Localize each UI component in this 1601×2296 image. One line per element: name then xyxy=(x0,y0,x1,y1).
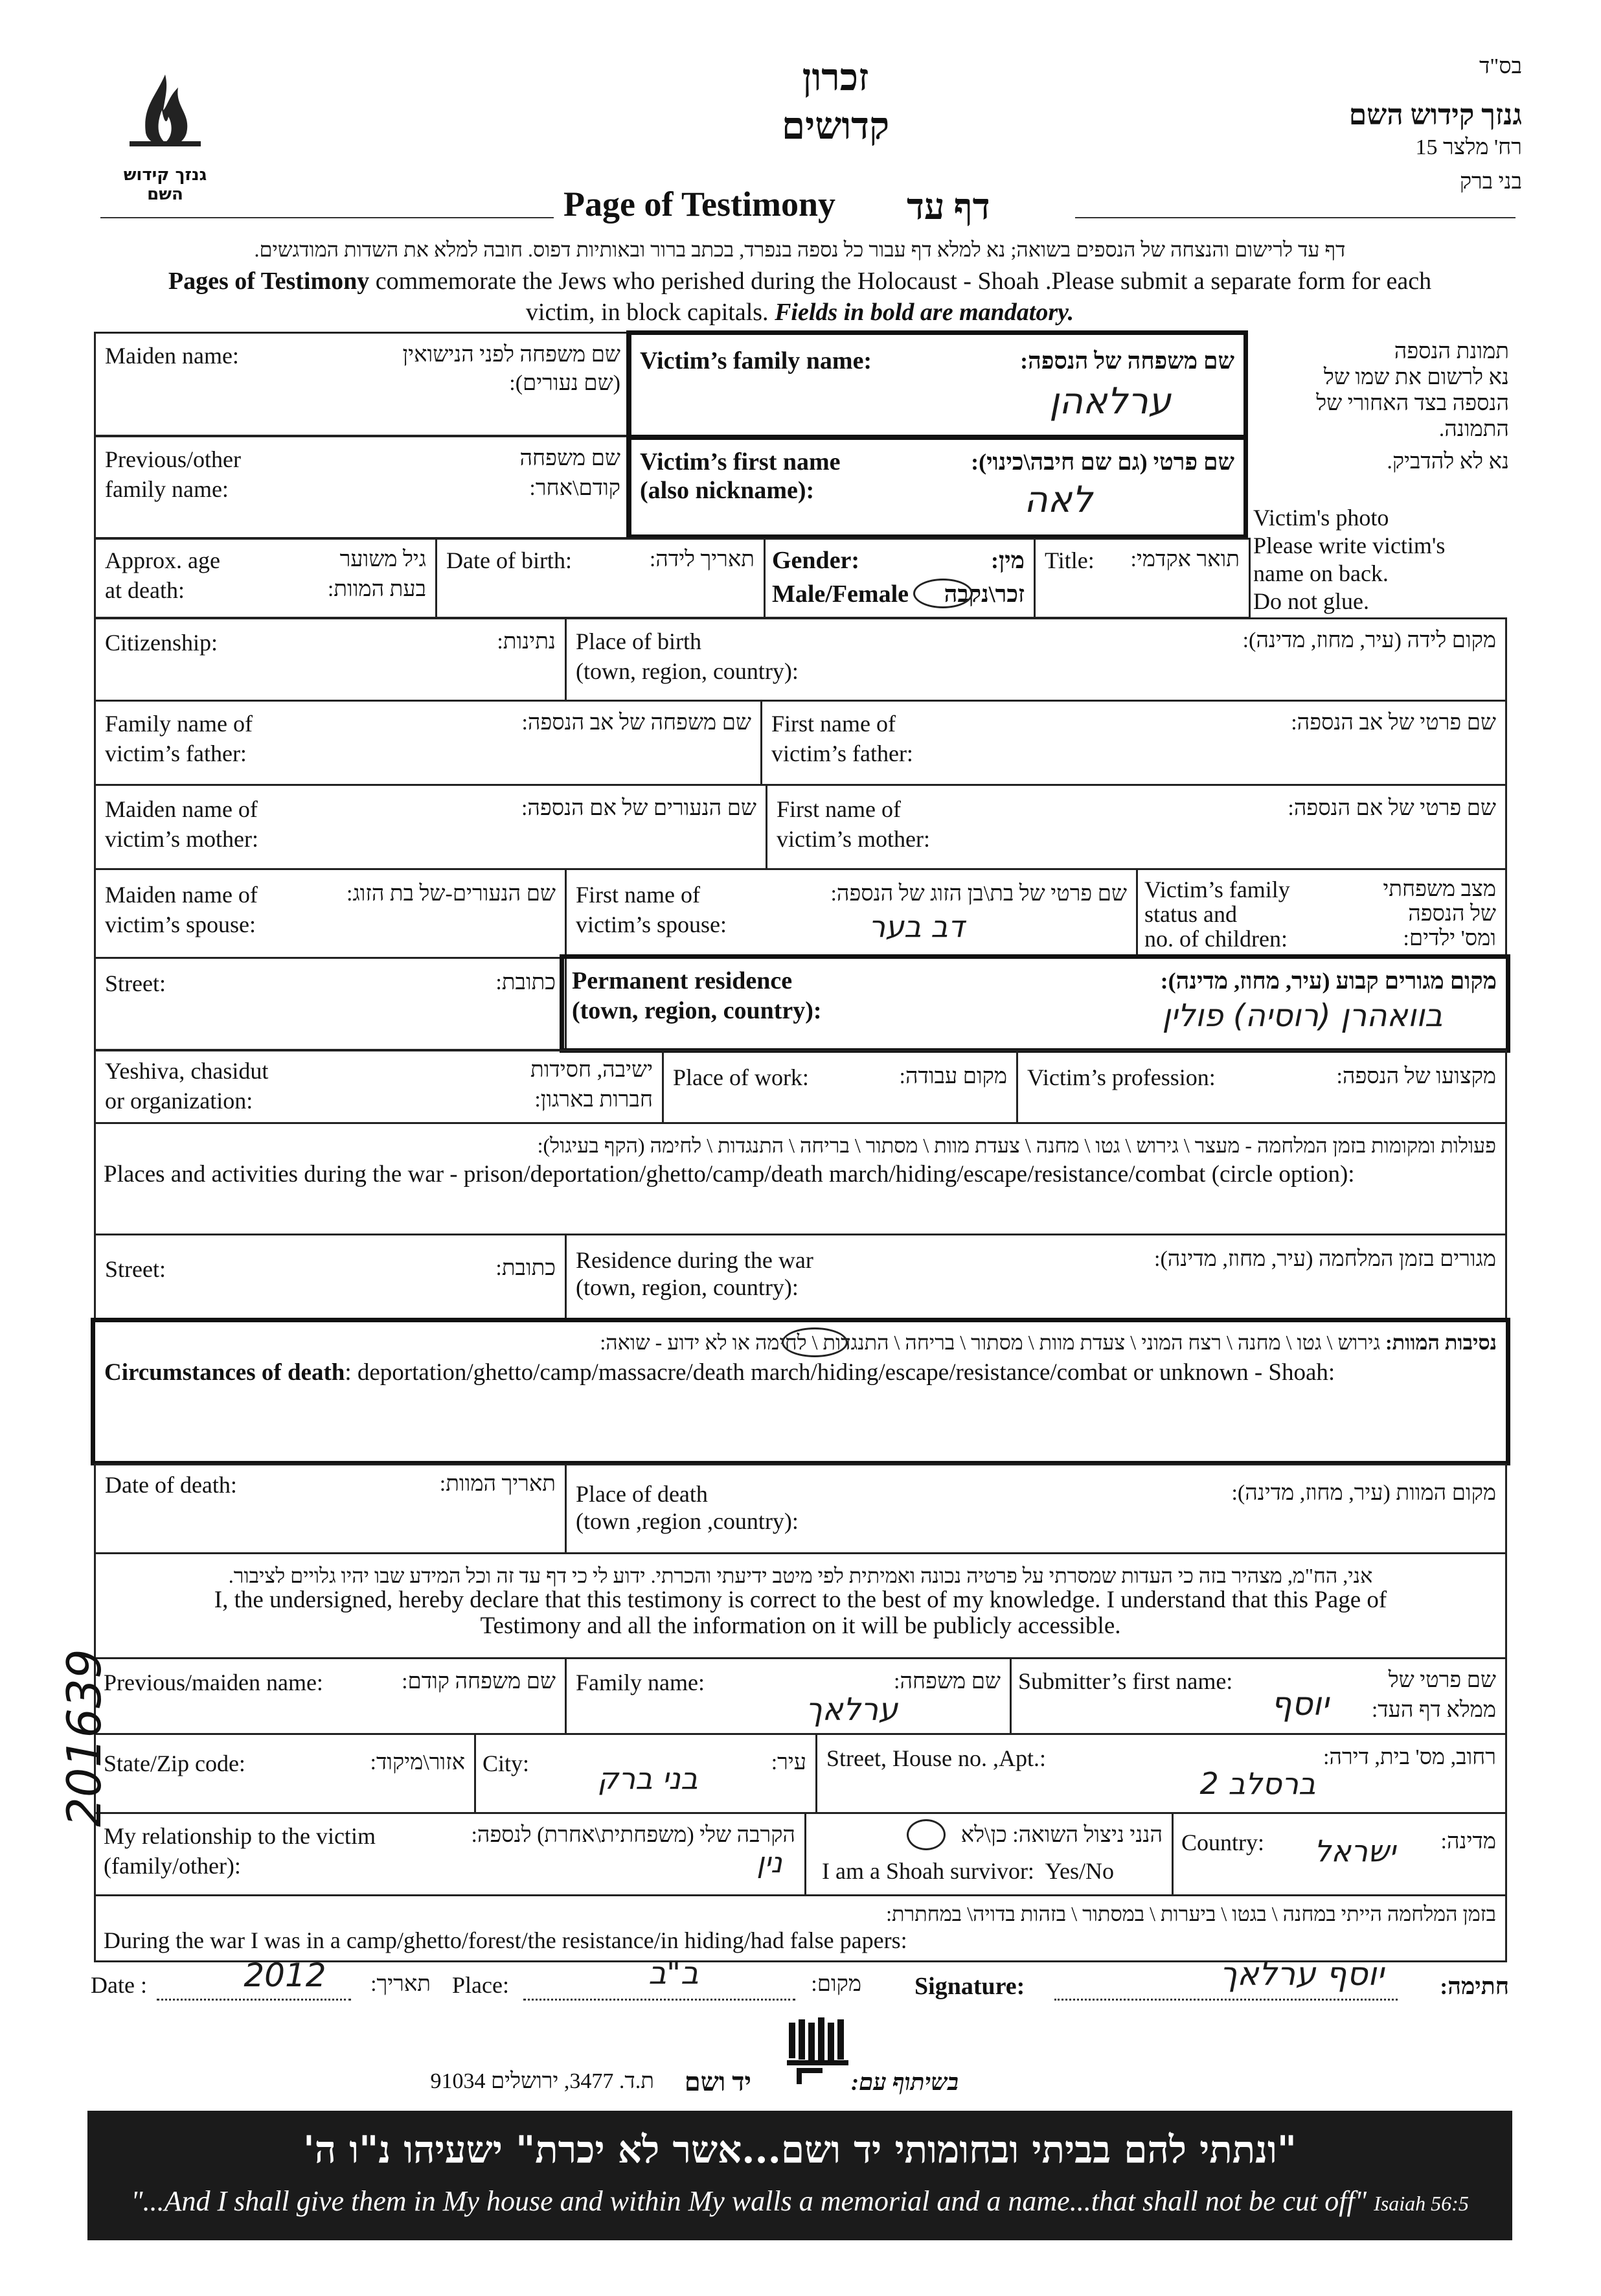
declaration-he: אני, הח"מ, מצהיר בזה כי העדות שמסרתי על פרטיה נכונה ואמיתית לפי מיטב ידיעתי והכרתי. ידוע לי כי דף עד זה וכל המידע שבו יהיו גלויים לציבור. xyxy=(228,1564,1373,1587)
profession-label: Victim’s profession: xyxy=(1027,1064,1216,1090)
war-status-he: בזמן המלחמה הייתי במחנה \ בגטו \ ביערות \ במסתור \ בזהות בדויה\ במחתרת: xyxy=(886,1902,1496,1925)
street-field[interactable] xyxy=(94,957,567,1051)
city-label: City: xyxy=(483,1751,530,1776)
date-line xyxy=(157,1999,351,2001)
address-he: רחוב, מס' בית, דירה: xyxy=(1323,1745,1496,1769)
country-label: Country: xyxy=(1181,1830,1265,1855)
title-field[interactable] xyxy=(1034,538,1251,619)
family-status-he-1: מצב משפחתי xyxy=(1383,877,1496,901)
survivor-en: I am a Shoah survivor: Yes/No xyxy=(822,1858,1114,1884)
signature-he: חתימה: xyxy=(1440,1973,1509,1999)
war-activities-field[interactable] xyxy=(94,1122,1507,1235)
submitter-first-name-he-1: שם פרטי של xyxy=(1388,1668,1496,1692)
relationship-field[interactable] xyxy=(94,1812,806,1896)
declaration-section xyxy=(94,1552,1507,1659)
survivor-field[interactable] xyxy=(804,1812,1174,1896)
spouse-maiden-label-2: victim’s spouse: xyxy=(105,912,256,937)
maiden-name-he-2: (שם נעורים): xyxy=(509,371,620,395)
submitter-first-name-value[interactable]: יוסף xyxy=(1271,1685,1329,1723)
street-label: Street: xyxy=(105,970,166,996)
title-line-left xyxy=(100,217,554,218)
title-he: תואר אקדמי: xyxy=(1130,547,1240,571)
war-activities-en: Places and activities during the war - prison/deportation/ghetto/camp/death march/hiding/escape/resistance/combat (circle option): xyxy=(104,1161,1355,1188)
date-he: תאריך: xyxy=(370,1972,431,1996)
circumstances-en-text: : deportation/ghetto/camp/massacre/death march/hiding/escape/resistance/combat or unknown - Shoah: xyxy=(345,1359,1335,1386)
age-label-1: Approx. age xyxy=(105,547,220,573)
profession-field[interactable] xyxy=(1016,1050,1507,1124)
declaration-en-1: I, the undersigned, hereby declare that this testimony is correct to the best of my knowledge. I understand that this Page of xyxy=(214,1587,1387,1613)
death-date-label: Date of death: xyxy=(105,1472,237,1498)
victim-family-name-field[interactable] xyxy=(626,330,1248,439)
age-he-2: בעת המוות: xyxy=(327,577,426,601)
declaration-en-2: Testimony and all the information on it will be publicly accessible. xyxy=(480,1613,1121,1639)
circumstances-he-text: גירוש \ גטו \ מחנה \ רצח המוני \ צעדת מוות \ מסתור \ בריחה \ התנגדות \ לחימה או לא ידוע - שואה: xyxy=(600,1331,1385,1354)
dob-he: תאריך לידה: xyxy=(649,547,755,571)
war-activities-he: פעולות ומקומות בזמן המלחמה - מעצר \ גירוש \ גטו \ מחנה \ צעדת מוות \ מסתור \ בריחה \ התנגדות \ לחימה (הקף בעיגול): xyxy=(537,1134,1496,1157)
country-he: מדינה: xyxy=(1440,1830,1496,1854)
death-date-he: תאריך המוות: xyxy=(439,1472,556,1496)
country-value[interactable]: ישראל xyxy=(1314,1833,1396,1868)
photo-en-2: Please write victim's xyxy=(1253,533,1446,558)
permanent-residence-field[interactable] xyxy=(560,954,1510,1053)
circumstances-selection-circle xyxy=(782,1327,848,1357)
relationship-label-1: My relationship to the victim xyxy=(104,1823,376,1849)
zip-he: אזור\מיקוד: xyxy=(370,1751,465,1774)
father-family-he: שם משפחה של אב הנספה: xyxy=(521,711,751,735)
spouse-maiden-he: שם הנעורים-של בת הזוג: xyxy=(346,882,556,906)
submitter-prev-name-field[interactable] xyxy=(94,1657,567,1735)
partner-name: יד ושם xyxy=(684,2067,751,2096)
date-label: Date : xyxy=(91,1972,147,1998)
logo xyxy=(117,71,214,204)
bsd: בס"ד xyxy=(1479,54,1522,78)
father-first-he: שם פרטי של אב הנספה: xyxy=(1291,711,1496,735)
circumstances-he-bold: נסיבות המוות: xyxy=(1385,1331,1497,1354)
gender-he-1: מין: xyxy=(991,547,1025,573)
citizenship-field[interactable] xyxy=(94,617,567,702)
zip-field[interactable] xyxy=(94,1733,476,1814)
death-place-field[interactable] xyxy=(565,1464,1507,1554)
birth-place-label-2: (town, region, country): xyxy=(576,658,799,684)
submitter-prev-name-label: Previous/maiden name: xyxy=(104,1670,323,1695)
residence-he: מקום מגורים קבוע (עיר, מחוז, מדינה): xyxy=(1160,968,1497,994)
spouse-first-value[interactable]: דב בער xyxy=(869,909,964,944)
address-label: Street, House no. ,Apt.: xyxy=(826,1745,1046,1771)
spouse-maiden-label-1: Maiden name of xyxy=(105,882,258,908)
organization-he-1: ישיבה, חסידות xyxy=(530,1058,653,1082)
gender-he-2: זכר\נקבה xyxy=(944,581,1025,607)
spouse-first-he: שם פרטי של בת\בן הזוג של הנספה: xyxy=(830,882,1127,906)
work-place-field[interactable] xyxy=(662,1050,1018,1124)
page-title-en: Page of Testimony xyxy=(563,185,836,224)
previous-name-field[interactable] xyxy=(94,435,631,539)
family-status-label-2: status and xyxy=(1144,901,1237,927)
birth-place-he: מקום לידה (עיר, מחוז, מדינה): xyxy=(1242,628,1496,652)
victim-first-name-value[interactable]: לאה xyxy=(1024,479,1093,521)
father-family-label-2: victim’s father: xyxy=(105,740,247,766)
title-label: Title: xyxy=(1045,547,1095,573)
intro-english-2: victim, in block capitals. xyxy=(525,299,775,326)
intro-english-1: commemorate the Jews who perished during the Holocaust - Shoah .Please submit a separate form for each xyxy=(369,268,1432,295)
footer-banner xyxy=(87,2111,1512,2240)
family-status-label-1: Victim’s family xyxy=(1144,877,1290,902)
spouse-first-label-1: First name of xyxy=(576,882,700,908)
place-he: מקום: xyxy=(811,1972,861,1996)
relationship-label-2: (family/other): xyxy=(104,1853,241,1879)
photo-he-5: נא לא להדביק. xyxy=(1387,450,1509,474)
war-street-he: כתובת: xyxy=(495,1256,556,1280)
logo-text: גנזך קידוש השם xyxy=(123,165,207,204)
submitter-family-name-field[interactable] xyxy=(565,1657,1012,1735)
photo-en-3: name on back. xyxy=(1253,560,1389,586)
submitter-family-name-label: Family name: xyxy=(576,1670,705,1695)
submitter-first-name-label: Submitter’s first name: xyxy=(1018,1668,1233,1694)
banner-hebrew: "ונתתי להם בביתי ובחומותי יד ושם...אשר לא יכרת" ישעיהו נ"ו ה' xyxy=(302,2128,1297,2172)
address-field[interactable] xyxy=(815,1733,1507,1814)
circumstances-field[interactable] xyxy=(91,1318,1510,1465)
spouse-maiden-name-field[interactable] xyxy=(94,868,567,959)
war-residence-label-1: Residence during the war xyxy=(576,1247,813,1273)
photo-en-4: Do not glue. xyxy=(1253,588,1369,614)
organization-label-2: or organization: xyxy=(105,1088,253,1114)
submitter-family-name-value[interactable]: ערלאך xyxy=(805,1692,898,1728)
city-he: עיר: xyxy=(771,1751,806,1774)
previous-name-label-1: Previous/other xyxy=(105,446,241,472)
family-status-he-3: ומס' ילדים: xyxy=(1403,926,1496,950)
organization-label-1: Yeshiva, chasidut xyxy=(105,1058,269,1084)
photo-he-1: תמונת הנספה xyxy=(1394,339,1509,363)
birth-place-label-1: Place of birth xyxy=(576,628,701,654)
city-field[interactable] xyxy=(474,1733,817,1814)
signature-label: Signature: xyxy=(914,1973,1025,2000)
place-line xyxy=(523,1999,795,2001)
intro-english-bold: Pages of Testimony xyxy=(168,268,370,295)
circumstances-en-bold: Circumstances of death xyxy=(104,1359,345,1386)
banner-english-text: "...And I shall give them in My house and within My walls a memorial and a name...that shall not be cut off" xyxy=(131,2185,1367,2217)
photo-he-4: התמונה. xyxy=(1438,417,1509,441)
place-label: Place: xyxy=(452,1972,509,1998)
submitter-prev-name-he: שם משפחה קודם: xyxy=(402,1670,556,1693)
war-residence-field[interactable] xyxy=(565,1234,1507,1321)
victim-first-name-he: שם פרטי (גם שם חיבה\כינוי): xyxy=(971,449,1234,475)
father-first-label-1: First name of xyxy=(771,711,896,737)
spouse-first-label-2: victim’s spouse: xyxy=(576,912,727,937)
partner-label: בשיתוף עם: xyxy=(851,2069,959,2095)
banner-english xyxy=(87,2182,1512,2223)
flame-logo-icon xyxy=(117,71,214,162)
father-first-name-field[interactable] xyxy=(760,700,1507,786)
work-place-label: Place of work: xyxy=(673,1064,809,1090)
street-he: כתובת: xyxy=(495,970,556,994)
margin-number: 201639 xyxy=(57,1649,111,1827)
age-he-1: גיל משוער xyxy=(339,547,426,571)
mother-first-name-field[interactable] xyxy=(766,784,1507,870)
title-line-right xyxy=(1075,217,1516,218)
header-title-he-2: קדושים xyxy=(781,105,890,147)
circumstances-he xyxy=(600,1327,1497,1357)
partner-address: ת.ד. 3477, ירושלים 91034 xyxy=(430,2069,654,2093)
family-status-he-2: של הנספה xyxy=(1408,902,1496,926)
mother-first-label-1: First name of xyxy=(777,796,901,822)
organization-he-2: חברות בארגון: xyxy=(534,1088,653,1112)
family-status-label-3: no. of children: xyxy=(1144,926,1288,952)
address-value[interactable]: ברסלב 2 xyxy=(1199,1766,1316,1801)
mother-maiden-name-field[interactable] xyxy=(94,784,767,870)
gender-selection-circle xyxy=(913,579,973,608)
profession-he: מקצועו של הנספה: xyxy=(1336,1064,1496,1088)
father-family-label-1: Family name of xyxy=(105,711,253,737)
dob-label: Date of birth: xyxy=(446,547,572,573)
death-place-label-1: Place of death xyxy=(576,1481,708,1507)
intro-hebrew: דף עד לרישום והנצחה של הנספים בשואה; נא למלא דף עבור כל נספה בנפרד, בכתב ברור ובאותיות דפוס. חובה למלא את השדות המודגשים. xyxy=(254,238,1346,261)
family-status-field[interactable] xyxy=(1136,868,1507,959)
maiden-name-field[interactable] xyxy=(94,332,631,437)
zip-label: State/Zip code: xyxy=(104,1751,245,1776)
war-residence-label-2: (town, region, country): xyxy=(576,1274,799,1300)
submitter-first-name-he-2: ממלא דף העד: xyxy=(1371,1698,1496,1722)
age-field[interactable] xyxy=(94,538,437,619)
org-street: רח' מלצר 15 xyxy=(1415,135,1522,159)
war-street-label: Street: xyxy=(105,1256,166,1282)
gender-field[interactable] xyxy=(764,538,1036,619)
relationship-he: הקרבה שלי (משפחתית\אחרת) לנספה: xyxy=(471,1823,795,1847)
photo-en-1: Victim's photo xyxy=(1253,505,1389,531)
submitter-family-name-he: שם משפחה: xyxy=(894,1670,1001,1693)
citizenship-he: נתינות: xyxy=(497,630,556,654)
victim-first-name-field[interactable] xyxy=(626,435,1248,539)
war-residence-he: מגורים בזמן המלחמה (עיר, מחוז, מדינה): xyxy=(1154,1247,1496,1271)
residence-label-1: Permanent residence xyxy=(572,967,793,994)
maiden-name-label: Maiden name: xyxy=(105,343,239,369)
country-field[interactable] xyxy=(1172,1812,1507,1896)
banner-ref: Isaiah 56:5 xyxy=(1374,2192,1469,2215)
mother-maiden-label-1: Maiden name of xyxy=(105,796,258,822)
previous-name-label-2: family name: xyxy=(105,476,229,502)
war-status-en: During the war I was in a camp/ghetto/forest/the resistance/in hiding/had false papers: xyxy=(104,1927,907,1953)
death-place-label-2: (town ,region ,country): xyxy=(576,1508,799,1534)
place-value[interactable]: ב"ב xyxy=(648,1955,699,1992)
relationship-value[interactable]: נין xyxy=(756,1846,782,1879)
gender-label-1: Gender: xyxy=(772,547,860,574)
citizenship-label: Citizenship: xyxy=(105,630,218,656)
victim-first-name-label-2: (also nickname): xyxy=(640,477,815,504)
page-title-he: דף עד xyxy=(907,187,990,227)
age-label-2: at death: xyxy=(105,577,185,603)
mother-maiden-label-2: victim’s mother: xyxy=(105,826,258,852)
spouse-first-name-field[interactable] xyxy=(565,868,1138,959)
signature-line xyxy=(1054,1999,1398,2001)
photo-he-2: נא לרשום את שמו של xyxy=(1323,365,1509,389)
war-status-field[interactable] xyxy=(94,1894,1507,1962)
survivor-selection-circle xyxy=(907,1819,946,1850)
gender-label-2: Male/Female xyxy=(772,580,909,608)
intro-english-italic: Fields in bold are mandatory. xyxy=(775,299,1074,326)
city-value[interactable]: בני ברק xyxy=(597,1761,698,1796)
victim-family-name-value[interactable]: ערלאהן xyxy=(1049,380,1171,422)
previous-name-he-2: קודם\אחר: xyxy=(529,476,620,500)
organization-field[interactable] xyxy=(94,1050,664,1124)
residence-label-2: (town, region, country): xyxy=(572,997,822,1024)
mother-first-he: שם פרטי של אם הנספה: xyxy=(1288,796,1496,820)
previous-name-he-1: שם משפחה xyxy=(519,446,620,470)
mother-maiden-he: שם הנעורים של אם הנספה: xyxy=(521,796,756,820)
victim-family-name-he: שם משפחה של הנספה: xyxy=(1020,348,1234,374)
death-date-field[interactable] xyxy=(94,1464,567,1554)
residence-value[interactable]: בוואהרן (רוסיה) פולין xyxy=(1162,998,1443,1034)
death-place-he: מקום המוות (עיר, מחוז, מדינה): xyxy=(1231,1481,1496,1505)
birth-place-field[interactable] xyxy=(565,617,1507,702)
victim-family-name-label: Victim’s family name: xyxy=(640,347,872,374)
mother-first-label-2: victim’s mother: xyxy=(777,826,930,852)
work-place-he: מקום עבודה: xyxy=(899,1064,1007,1088)
maiden-name-he-1: שם משפחה לפני הנישואין xyxy=(402,343,620,367)
signature-value[interactable]: יוסף ערלאך xyxy=(1220,1955,1384,1993)
intro-english xyxy=(91,266,1509,328)
submitter-first-name-field[interactable] xyxy=(1010,1657,1507,1735)
father-first-label-2: victim’s father: xyxy=(771,740,913,766)
photo-he-3: הנספה בצד האחורי של xyxy=(1316,391,1509,415)
victim-first-name-label-1: Victim’s first name xyxy=(640,448,841,476)
date-value[interactable]: 2012 xyxy=(244,1957,326,1994)
org-name: גנזך קידוש השם xyxy=(1348,99,1522,131)
dob-field[interactable] xyxy=(435,538,766,619)
father-family-name-field[interactable] xyxy=(94,700,762,786)
org-city: בני ברק xyxy=(1459,170,1522,194)
survivor-he: הנני ניצול השואה: כן\לא xyxy=(960,1823,1163,1847)
circumstances-en xyxy=(104,1357,1335,1388)
war-street-field[interactable] xyxy=(94,1234,567,1321)
header-title-he-1: זכרון xyxy=(802,56,869,98)
